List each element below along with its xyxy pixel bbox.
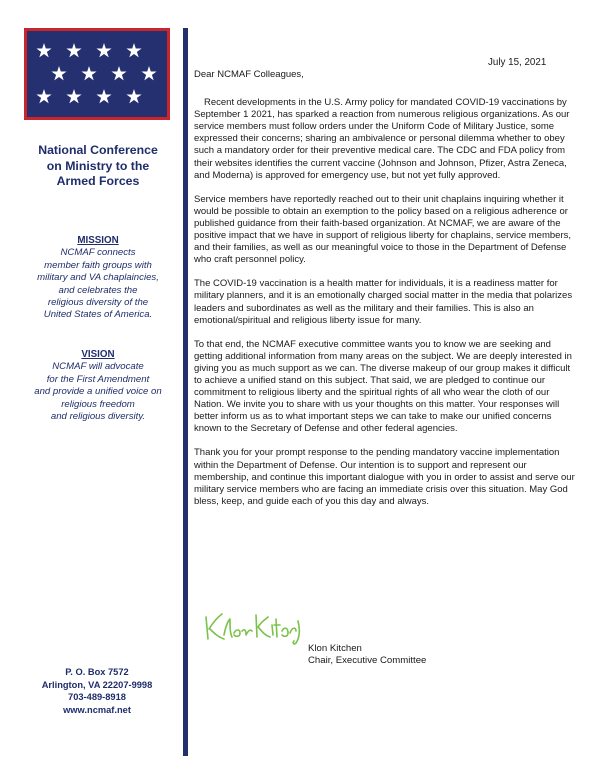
paragraph: Service members have reportedly reached out to their unit chaplains inquiring whether it would be possible to obtain an exemption to the policy based on a religious adherence or published guidance from their faith-based organization. At NCMAF, we are aware of the positive impact that we have in support of religious liberty for chaplains, service members, and their families, as well as our meaningful voice to those in the Department of Defense who craft personnel policy. [194, 193, 572, 266]
letter-date: July 15, 2021 [488, 57, 547, 68]
letter-body [194, 69, 580, 520]
vision-line: religious freedom [61, 398, 135, 410]
mission-line: NCMAF connects [60, 247, 136, 259]
website-link[interactable]: www.ncmaf.net [63, 704, 131, 715]
star-icon [111, 66, 126, 80]
phone-number: 703-489-8918 [68, 692, 126, 703]
paragraph: Recent developments in the U.S. Army policy for mandated COVID-19 vaccinations by September 1 2021, has sparked a reaction from numerous religious organizations. As our service members must follow orders under the Uniform Code of Military Justice, some expressed their concerns; sharing an ambivalence or personal dilemma whether to obey such a mandatory order for their preventive medical care. The CDC and FDA policy from their websites identifies the current vaccine (Johnson and Johnson, Pfizer, Astra Zeneca, and Moderna) is approved for emergency use, but not yet fully approved. [194, 97, 570, 181]
organization-name [22, 143, 174, 190]
star-icon [66, 89, 81, 103]
star-icon [126, 43, 141, 57]
star-icon [96, 89, 111, 103]
mission-line: and celebrates the [58, 284, 138, 296]
org-name-line: National Conference [38, 143, 158, 157]
mission-line: military and VA chaplaincies, [37, 272, 159, 284]
handwritten-signature [200, 607, 308, 647]
mailing-address [22, 666, 172, 716]
signer-title: Chair, Executive Committee [308, 655, 427, 667]
mission-line: religious diversity of the [47, 297, 149, 309]
mission-statement [12, 235, 184, 322]
salutation: Dear NCMAF Colleagues, [194, 69, 304, 80]
vision-line: for the First Amendment [46, 373, 150, 385]
signer-block [308, 643, 426, 668]
star-icon [66, 43, 81, 57]
paragraph: Thank you for your prompt response to the pending mandatory vaccine implementation within the Department of Defense. Our intention is to support and represent our membership, and continue this important dialogue with you in order to assist and serve our military service members who are facing an immediate crisis over this situation. May God bless, keep, and guide each of you this day and always. [194, 447, 575, 507]
flag-stars-icon [27, 31, 167, 117]
mission-heading: MISSION [77, 235, 119, 246]
star-icon [126, 89, 141, 103]
paragraph: To that end, the NCMAF executive committee wants you to know we are seeking and getting additional information from many areas on the subject. We are deeply interested in giving you as much support as we can. The diverse makeup of our group makes it difficult to achieve a unified stand on this subject. That said, we are pledged to continue our commitment to religious liberty and the spiritual rights of all who wear the cloth of our Nation. We invite you to share with us your thoughts on this matter. Your responses will better inform us as to what important steps we can take to make our unified concerns known to the Secretary of Defense and other federal agencies. [194, 338, 572, 435]
star-icon [36, 89, 51, 103]
vision-statement [12, 349, 184, 423]
flag-logo [24, 28, 170, 120]
org-name-line: Armed Forces [56, 174, 140, 189]
mission-line: member faith groups with [44, 259, 152, 271]
vision-heading: VISION [81, 349, 115, 360]
mission-line: United States of America. [43, 309, 153, 321]
vision-line: and provide a unified voice on [34, 386, 162, 398]
signer-name: Klon Kitchen [308, 643, 362, 654]
org-name-line: on Ministry to the [46, 158, 150, 173]
paragraph: The COVID-19 vaccination is a health matter for individuals, it is a readiness matter for military planners, and it is an emotionally charged social matter in the media that polarizes leaders and subordinates as well as the military and their families. This is also an emotional/spiritual and religious liberty issue for many. [194, 278, 573, 326]
vision-line: and religious diversity. [50, 411, 146, 423]
po-box: P. O. Box 7572 [65, 667, 129, 677]
vision-line: NCMAF will advocate [52, 361, 144, 373]
star-icon [141, 66, 156, 80]
star-icon [81, 66, 96, 80]
star-icon [36, 43, 51, 57]
star-icon [96, 43, 111, 57]
star-icon [51, 66, 66, 80]
city-state-zip: Arlington, VA 22207-9998 [41, 679, 153, 690]
